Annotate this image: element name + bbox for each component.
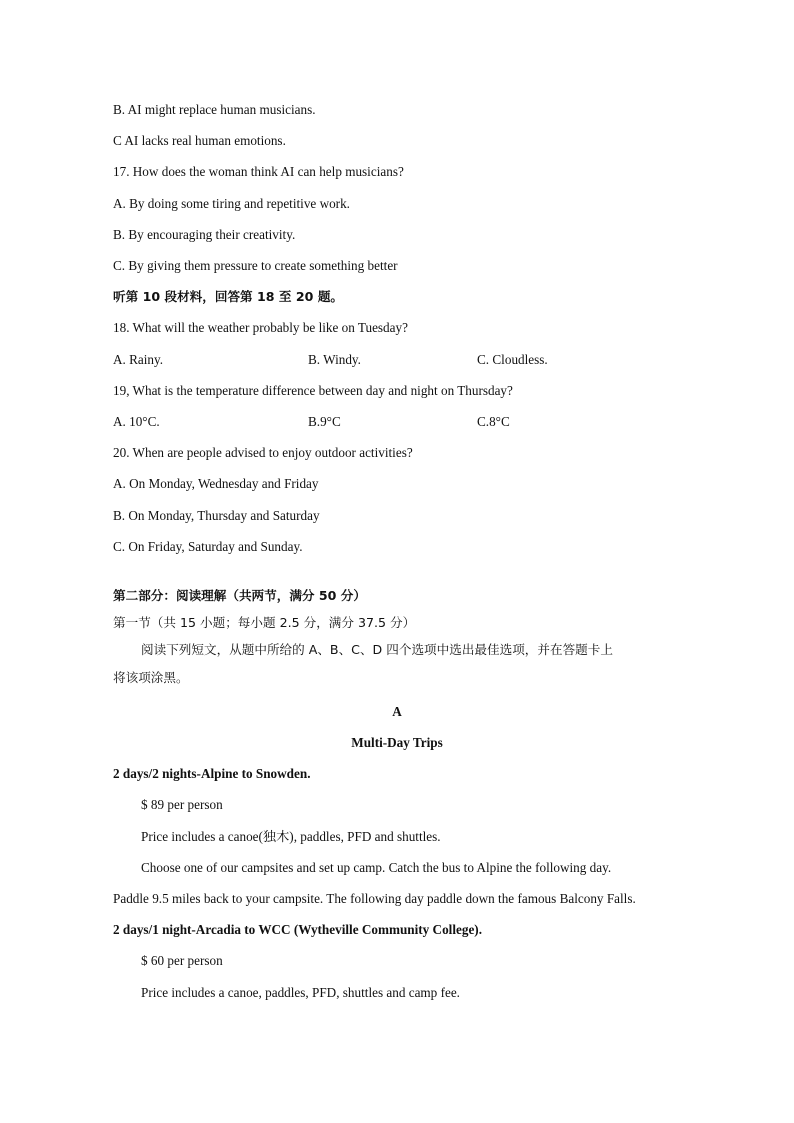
trip1-description-line1: Choose one of our campsites and set up camp. Catch the bus to Alpine the following day. xyxy=(141,860,612,875)
trip2-includes: Price includes a canoe, paddles, PFD, shuttles and camp fee. xyxy=(141,985,460,1000)
part2-instruction-line1: 阅读下列短文，从题中所给的 A、B、C、D 四个选项中选出最佳选项，并在答题卡上 xyxy=(141,642,613,657)
q18-option-a: A. Rainy. xyxy=(113,352,164,367)
q19-stem: 19, What is the temperature difference between day and night on Thursday? xyxy=(113,383,513,398)
q20-stem: 20. When are people advised to enjoy outdoor activities? xyxy=(113,445,413,460)
passage-letter: A xyxy=(392,704,402,719)
q20-option-c: C. On Friday, Saturday and Sunday. xyxy=(113,539,303,554)
trip2-price: $ 60 per person xyxy=(141,953,223,968)
q19-option-a: A. 10°C. xyxy=(113,414,160,429)
part2-section1: 第一节（共 15 小题；每小题 2.5 分，满分 37.5 分） xyxy=(113,615,416,630)
trip1-description-line2: Paddle 9.5 miles back to your campsite. The following day paddle down the famous Balcony Falls. xyxy=(113,891,636,906)
q17-option-c: C. By giving them pressure to create something better xyxy=(113,258,398,273)
trip1-price: $ 89 per person xyxy=(141,797,223,812)
part2-instruction-line2: 将该项涂黑。 xyxy=(113,670,189,685)
q19-option-b: B.9°C xyxy=(308,414,341,429)
q17-stem: 17. How does the woman think AI can help musicians? xyxy=(113,164,404,179)
q18-option-b: B. Windy. xyxy=(308,352,361,367)
q16-option-b: B. AI might replace human musicians. xyxy=(113,102,316,117)
q18-option-c: C. Cloudless. xyxy=(477,352,548,367)
q20-option-a: A. On Monday, Wednesday and Friday xyxy=(113,476,319,491)
q17-option-a: A. By doing some tiring and repetitive work. xyxy=(113,196,350,211)
trip1-heading: 2 days/2 nights-Alpine to Snowden. xyxy=(113,766,311,781)
q18-stem: 18. What will the weather probably be like on Tuesday? xyxy=(113,320,408,335)
trip2-heading: 2 days/1 night-Arcadia to WCC (Wytheville Community College). xyxy=(113,922,482,937)
passage-title: Multi-Day Trips xyxy=(351,735,443,750)
section-10-heading: 听第 10 段材料，回答第 18 至 20 题。 xyxy=(113,289,344,304)
q16-option-c: C AI lacks real human emotions. xyxy=(113,133,286,148)
q20-option-b: B. On Monday, Thursday and Saturday xyxy=(113,508,320,523)
trip1-includes: Price includes a canoe(独木), paddles, PFD and shuttles. xyxy=(141,829,441,844)
part2-title: 第二部分：阅读理解（共两节，满分 50 分） xyxy=(113,588,366,603)
q17-option-b: B. By encouraging their creativity. xyxy=(113,227,296,242)
q19-option-c: C.8°C xyxy=(477,414,510,429)
